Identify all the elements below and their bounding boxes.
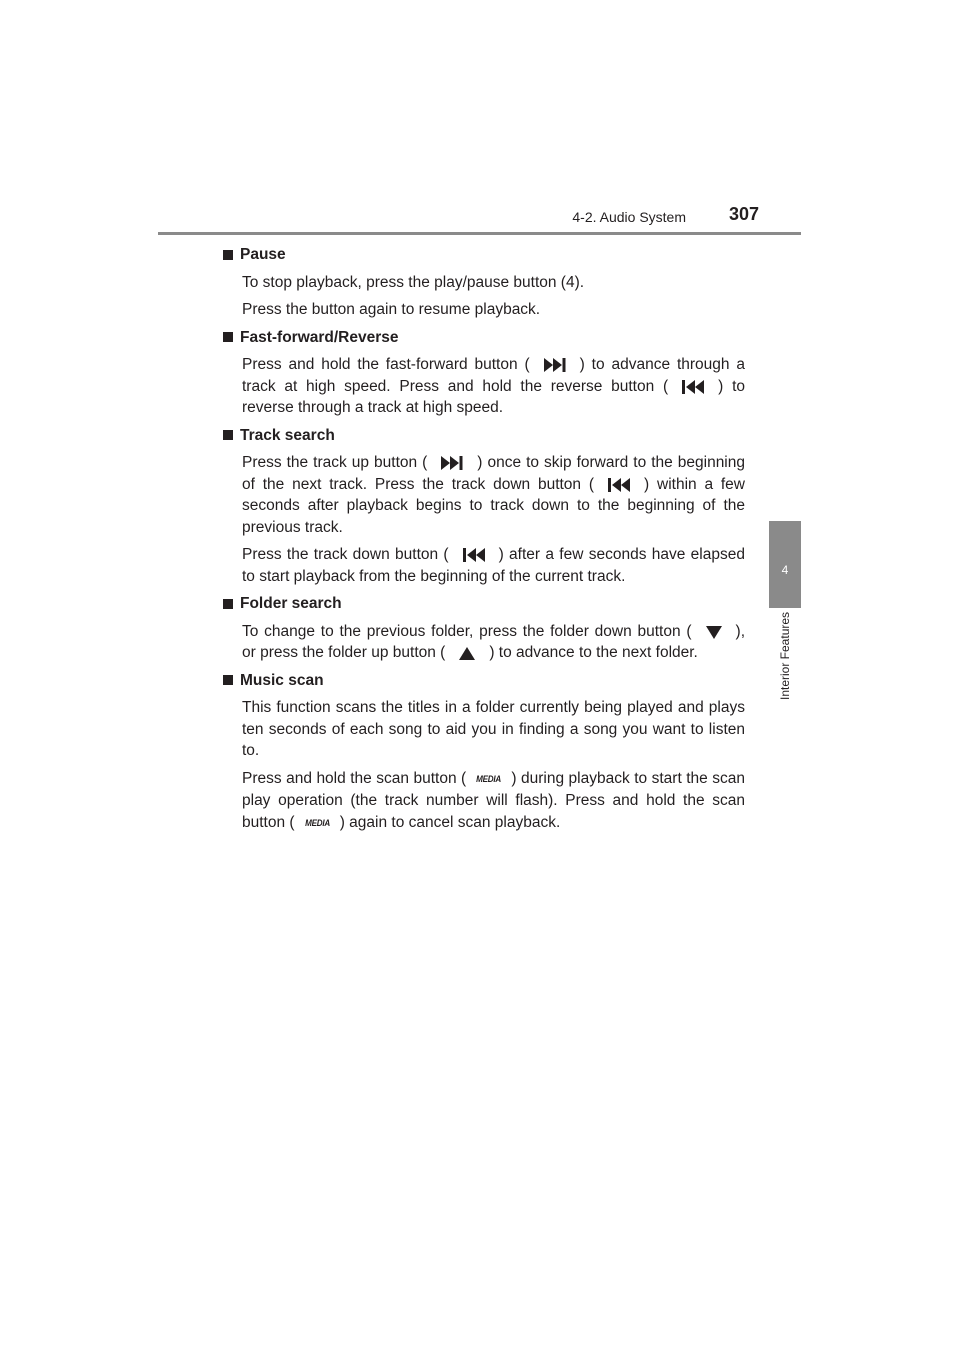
text-run: ) once to skip forward to the beginning of the next track. Press the track down button ( <box>242 454 745 493</box>
square-bullet-icon <box>223 430 233 440</box>
track-up-icon <box>441 456 463 470</box>
paragraph: To stop playback, press the play/pause button (4). <box>242 273 585 291</box>
section-heading <box>223 425 745 447</box>
text-run: Press the track up button ( <box>242 454 428 471</box>
section-heading <box>223 670 745 692</box>
page-number: 307 <box>728 204 759 224</box>
section-heading <box>223 244 745 266</box>
text-run: Press and hold the fast-forward button ( <box>242 356 530 373</box>
square-bullet-icon <box>223 332 233 342</box>
text-run: Press the track down button ( <box>242 546 449 563</box>
heading-text: Track search <box>240 426 335 444</box>
track-down-icon <box>463 548 485 562</box>
text-run: ) after a few seconds have elapsed to start playback from the beginning of the current track. <box>242 546 745 585</box>
reverse-icon <box>682 380 704 394</box>
text-run: Press and hold the scan button ( <box>242 769 467 787</box>
paragraph <box>242 544 745 587</box>
media-button-icon: MEDIA <box>304 817 330 829</box>
heading-text: Pause <box>240 246 286 263</box>
track-down-icon <box>608 478 630 492</box>
paragraph <box>242 621 745 664</box>
text-run: ) again to cancel scan playback. <box>339 813 561 831</box>
heading-text: Folder search <box>240 595 342 612</box>
heading-text: Fast-forward/Reverse <box>240 328 399 346</box>
text-run: To change to the previous folder, press the folder down button ( <box>242 622 692 640</box>
header-rule <box>158 232 801 235</box>
section-track-search <box>225 425 745 588</box>
text-run: ) to reverse through a track at high speed. <box>242 377 745 416</box>
folder-up-icon <box>459 647 475 660</box>
section-title: 4-2. Audio System <box>572 209 686 225</box>
section-music-scan <box>225 670 745 835</box>
text-run: ) during playback to start the scan play operation (the track number will flash). Press and hold the scan button ( <box>242 769 746 831</box>
paragraph: This function scans the titles in a folder currently being played and plays ten seconds of each song to aid you in finding a song you want to listen to. <box>242 699 745 759</box>
chapter-label: Interior Features <box>778 612 792 701</box>
folder-down-icon <box>706 626 722 639</box>
chapter-tab <box>769 521 801 608</box>
paragraph <box>242 354 745 419</box>
text-run: ) to advance to the next folder. <box>489 644 698 661</box>
media-button-icon: MEDIA <box>476 773 502 785</box>
text-run: ) to advance through a track at high speed. Press and hold the reverse button ( <box>242 356 745 395</box>
section-fast-forward-reverse <box>225 327 745 419</box>
fast-forward-icon <box>544 358 566 372</box>
square-bullet-icon <box>223 675 233 685</box>
chapter-number: 4 <box>781 563 789 577</box>
section-heading <box>223 593 745 615</box>
heading-text: Music scan <box>240 671 324 689</box>
paragraph: Press the button again to resume playback. <box>242 301 541 318</box>
page-content <box>225 244 745 840</box>
page-header <box>158 202 801 234</box>
section-pause <box>225 244 745 321</box>
text-run: ), or press the folder up button ( <box>242 622 745 661</box>
text-run: ) within a few seconds after playback begins to track down to the beginning of the previous track. <box>242 475 745 536</box>
paragraph <box>242 452 745 538</box>
square-bullet-icon <box>223 250 233 260</box>
section-heading <box>223 327 745 349</box>
square-bullet-icon <box>223 599 233 609</box>
paragraph <box>242 768 745 835</box>
section-folder-search <box>225 593 745 664</box>
